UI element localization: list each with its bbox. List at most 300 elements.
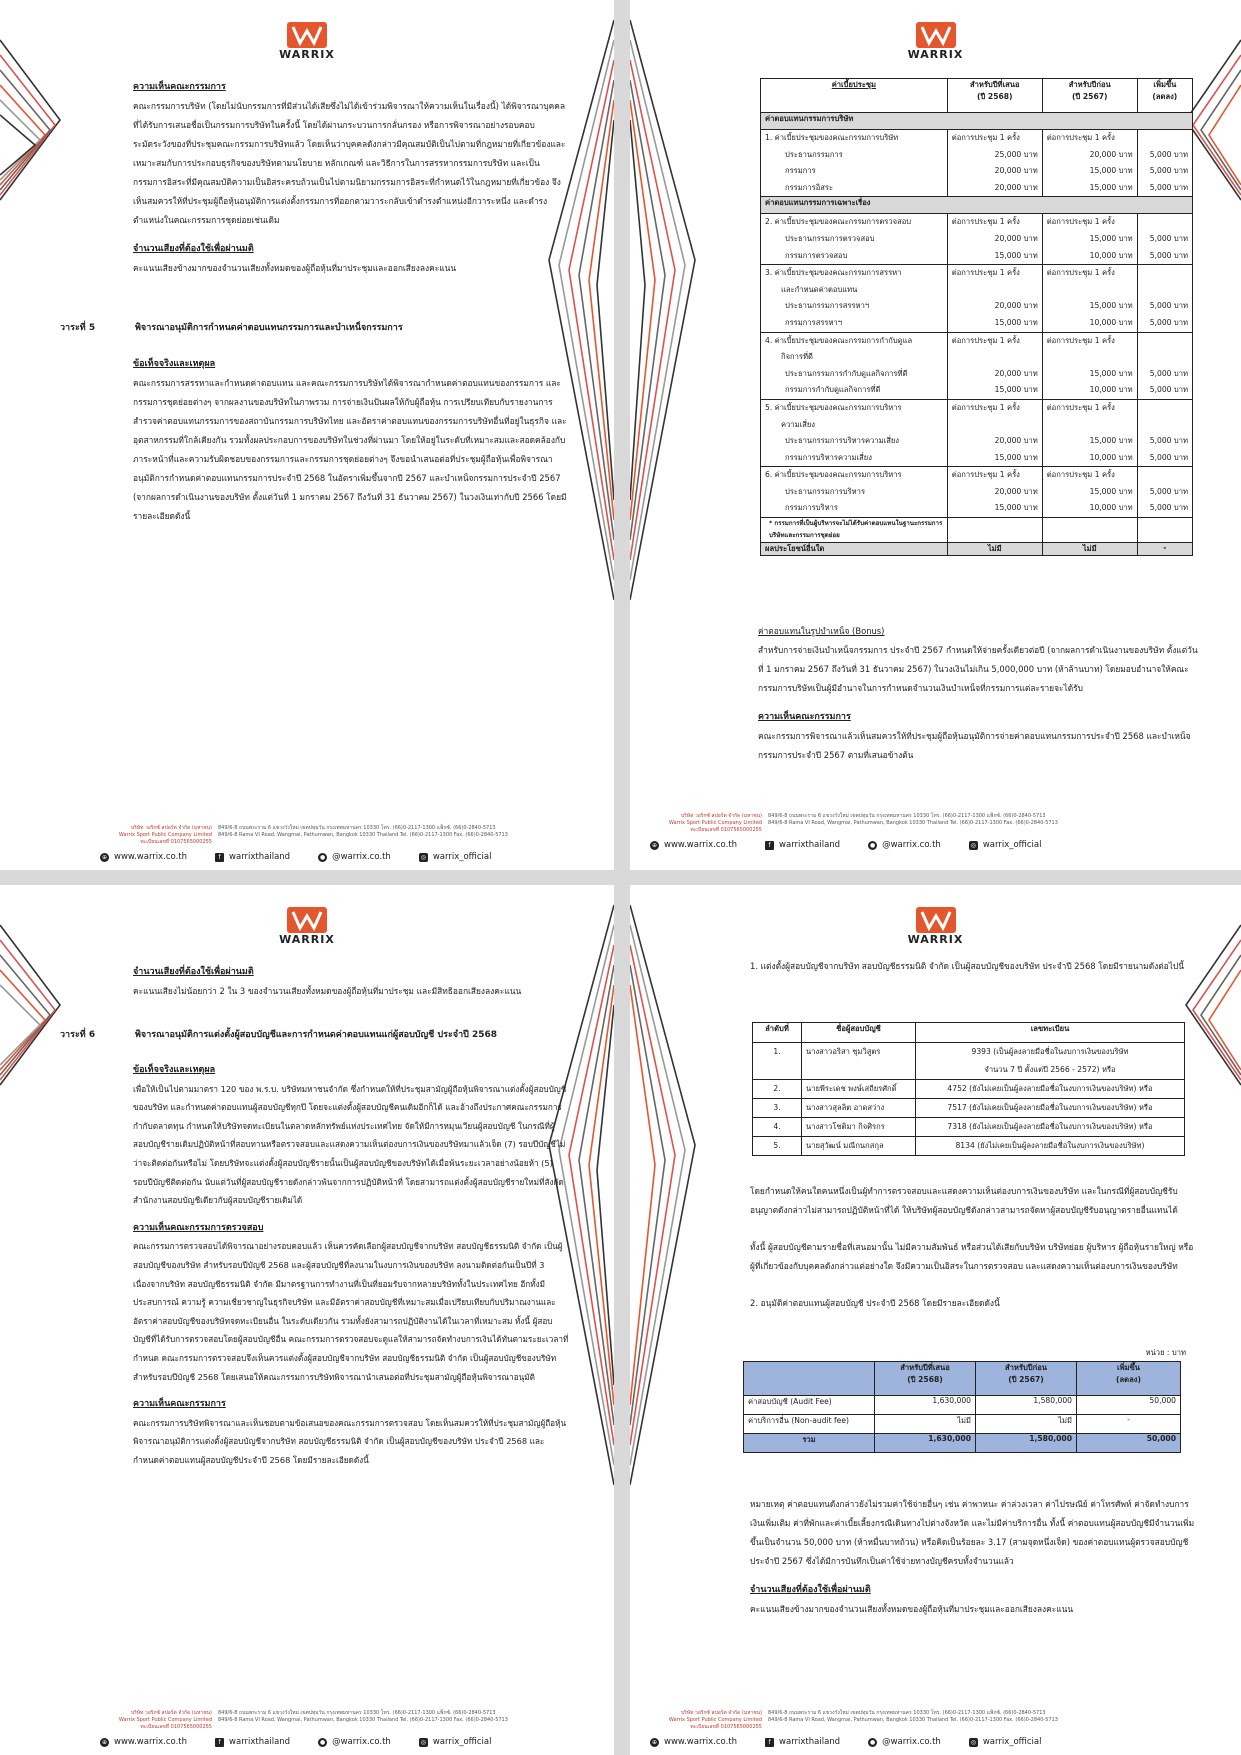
fee-proposed: 1,630,000 (875, 1396, 976, 1415)
table-cell: ต่อการประชุม 1 ครั้ง (1042, 265, 1137, 299)
company-name-en: Warrix Sport Public Company Limited (118, 1717, 212, 1723)
registration-line: 9393 (เป็นผู้ลงลายมือชื่อในงบการเงินของบริษัท (971, 1047, 1129, 1056)
company-name-en: Warrix Sport Public Company Limited (668, 1717, 762, 1723)
table-cell: 5,000 บาท (1137, 231, 1192, 248)
col-proposed-year (875, 1362, 976, 1396)
warrix-logo (896, 22, 976, 61)
instagram-link[interactable] (419, 1737, 492, 1747)
website-link[interactable] (650, 840, 737, 850)
table-cell: 5,000 บาท (1137, 315, 1192, 332)
table-cell: 20,000 บาท (947, 180, 1042, 197)
table-cell: ต่อการประชุม 1 ครั้ง (947, 467, 1042, 484)
table-cell: 5,000 บาท (1137, 450, 1192, 467)
facebook-text: warrixthailand (779, 1737, 841, 1747)
instagram-text: warrix_official (982, 840, 1042, 850)
brand-name: WARRIX (279, 933, 335, 946)
table-cell: 5,000 บาท (1137, 248, 1192, 265)
table-cell: 20,000 บาท (947, 298, 1042, 315)
row-label-cont: กิจการที่ดี (781, 352, 813, 362)
fee-proposed: ไม่มี (875, 1415, 976, 1434)
table-cell: 5,000 บาท (1137, 500, 1192, 517)
table-cell: 20,000 บาท (947, 163, 1042, 180)
col-order: ลำดับที่ (753, 1023, 802, 1043)
warrix-logo (267, 22, 347, 61)
address-th: 849/6-8 ถนนพระราม 6 แขวงวังใหม่ เขตปทุมวัน กรุงเทพมหานคร 10330 โทร. (66)0-2117-1300 แฟ็กซ์. (66)0-2840-5713 (768, 1710, 1046, 1716)
instagram-icon: ◎ (970, 841, 976, 849)
paragraph-votes-required: คะแนนเสียงข้างมากของจำนวนเสียงทั้งหมดของผู้ถือหุ้นที่มาประชุมและออกเสียงลงคะแนน (750, 1604, 1074, 1614)
col-change-sub-label: (ลดลง) (1152, 92, 1178, 101)
table-cell (761, 433, 948, 450)
table-cell: 20,000 บาท (947, 484, 1042, 501)
line-link[interactable] (318, 1737, 391, 1747)
heading-audit-committee-opinion: ความเห็นคณะกรรมการตรวจสอบ (133, 1222, 264, 1233)
col-previous-label: สำหรับปีก่อน (1005, 1363, 1047, 1372)
address-th: 849/6-8 ถนนพระราม 6 แขวงวังใหม่ เขตปทุมวัน กรุงเทพมหานคร 10330 โทร. (66)0-2117-1300 แฟ็กซ์. (66)0-2840-5713 (218, 825, 496, 831)
table-cell (761, 214, 948, 231)
website-link[interactable] (100, 1737, 187, 1747)
table-cell (761, 147, 948, 164)
table-row (761, 315, 1193, 332)
table-cell (1137, 265, 1192, 299)
auditor-table (752, 1022, 1185, 1156)
brand-name: WARRIX (907, 48, 964, 61)
row-label: 4. ค่าเบี้ยประชุมของคณะกรรมการกำกับดูแล (765, 335, 913, 345)
paragraph-auditor-substitute: โดยกำหนดให้คนใดคนหนึ่งเป็นผู้ทำการตรวจสอบและแสดงความเห็นต่องบการเงินของบริษัท และในกรณีที่ผู้สอบบัญชีรับอนุญาตดังกล่าวไม่สามารถปฏิบัติหน้าที่ได้ ให้บริษัทผู้สอบบัญชีดังกล่าวสามารถจัดหาผู้สอบบัญชีรับอนุญาตรายอื่นแทนได้ (750, 1186, 1178, 1215)
heading-bonus: ค่าตอบแทนในรูปบำเหน็จ (Bonus) (758, 626, 885, 636)
table-cell (761, 248, 948, 265)
fee-item: ค่าสอบบัญชี (Audit Fee) (744, 1396, 875, 1415)
instagram-link[interactable] (969, 840, 1042, 850)
paragraph-audit-committee-opinion: คณะกรรมการตรวจสอบได้พิจารณาอย่างรอบคอบแล้ว เห็นควรคัดเลือกผู้สอบบัญชีจากบริษัท สอบบัญชีธรรมนิติ จำกัด เป็นผู้สอบบัญชีของบริษัท สำหรับรอบปีบัญชี 2568 และผู้สอบบัญชีที่ลงนามในงบการเงินของบริษัท ลงนามติดต่อกันเป็นปีที่ 3 เนื่องจากบริษัท สอบบัญชีธรรมนิติ จำกัด มีมาตรฐานการทำงานที่เป็นที่ยอมรับจากหลายบริษัททั้งในประเทศไทย อีกทั้งมีประสบการณ์ ความรู้ ความเชี่ยวชาญในธุรกิจบริษัท และมีอัตราค่าสอบบัญชีที่เหมาะสมเมื่อเปรียบเทียบกับปริมาณงานและอัตราค่าสอบบัญชีของบริษัทจดทะเบียนอื่น ในระดับเดียวกัน รวมทั้งยังสามารถปฏิบัติงานได้ในเวลาที่เหมาะสม ทั้งนี้ ผู้สอบบัญชีที่ได้รับการตรวจสอบโดยผู้สอบบัญชีอื่น คณะกรรมการตรวจสอบจะดูแลให้สามารถจัดทำงบการเงินได้ทันตามระยะเวลาที่กำหนด คณะกรรมการตรวจสอบจึงเห็นควรแต่งตั้งผู้สอบบัญชีจากบริษัท สอบบัญชีธรรมนิติ จำกัด เป็นผู้สอบบัญชีของบริษัท สำหรับรอบปีบัญชี 2568 โดยเสนอให้คณะกรรมการบริษัทพิจารณานำเสนอต่อที่ประชุมสามัญผู้ถือหุ้นพิจารณาอนุมัติ (133, 1241, 569, 1382)
website-link[interactable] (650, 1737, 737, 1747)
agenda-title: พิจารณาอนุมัติการกำหนดค่าตอบแทนกรรมการและบำเหน็จกรรมการ (135, 323, 403, 333)
col-proposed-label: สำหรับปีที่เสนอ (969, 80, 1020, 89)
line-icon: ● (319, 853, 326, 861)
table-row (761, 484, 1193, 501)
table-cell (761, 382, 948, 399)
table-row (761, 163, 1193, 180)
brand-name: WARRIX (279, 48, 335, 61)
table-section-row (761, 197, 1193, 214)
row-label: ประธานกรรมการกำกับดูแลกิจการที่ดี (785, 368, 908, 378)
heading-votes-required: จำนวนเสียงที่ต้องใช้เพื่อผ่านมติ (750, 1585, 871, 1595)
line-text: @warrix.co.th (332, 852, 391, 862)
table-row (744, 1415, 1181, 1434)
table-row (761, 332, 1193, 366)
table-cell: ค่าตอบแทนกรรมการบริษัท (761, 113, 1193, 130)
table-cell (1042, 518, 1137, 543)
table-cell: 15,000 บาท (947, 315, 1042, 332)
tax-id: ทะเบียนเลขที่ 0107565000255 (140, 839, 212, 845)
table-cell: 5,000 บาท (1137, 382, 1192, 399)
table-row (761, 382, 1193, 399)
row-label-cont: และกำหนดค่าตอบแทน (781, 284, 858, 294)
line-text: @warrix.co.th (882, 1737, 941, 1747)
facebook-link[interactable] (765, 840, 840, 850)
row-label: กรรมการบริหาร (785, 503, 838, 513)
document-page-2 (630, 0, 1241, 870)
table-row (753, 1137, 1185, 1156)
warrix-logo (896, 907, 976, 946)
auditor-registration (916, 1080, 1185, 1099)
table-cell: ต่อการประชุม 1 ครั้ง (947, 399, 1042, 433)
col-proposed-year-label: (ปี 2568) (907, 1375, 943, 1384)
facebook-icon: f (215, 1738, 224, 1747)
table-cell: 10,000 บาท (1042, 248, 1137, 265)
agenda-number: วาระที่ 5 (60, 323, 96, 333)
table-cell: 20,000 บาท (1042, 147, 1137, 164)
table-cell (1137, 214, 1192, 231)
website-link[interactable] (100, 852, 187, 862)
director-remuneration-table (760, 78, 1193, 556)
table-cell: 15,000 บาท (1042, 433, 1137, 450)
instagram-text: warrix_official (982, 1737, 1042, 1747)
table-row (761, 231, 1193, 248)
tax-id: ทะเบียนเลขที่ 0107565000255 (140, 1724, 212, 1730)
row-label: กรรมการสรรหาฯ (785, 317, 843, 327)
instagram-link[interactable] (969, 1737, 1042, 1747)
auditor-registration (916, 1118, 1185, 1137)
table-cell: 5,000 บาท (1137, 180, 1192, 197)
company-name-th: บริษัท วอริกซ์ สปอร์ต จำกัด (มหาชน) (130, 1710, 212, 1716)
table-cell: ต่อการประชุม 1 ครั้ง (1042, 332, 1137, 366)
table-cell: 15,000 บาท (947, 500, 1042, 517)
row-label: 6. ค่าเบี้ยประชุมของคณะกรรมการบริหาร (765, 470, 902, 480)
table-cell (1137, 332, 1192, 366)
company-name-en: Warrix Sport Public Company Limited (118, 832, 212, 838)
table-cell: 20,000 บาท (947, 433, 1042, 450)
facebook-link[interactable] (215, 1737, 290, 1747)
table-row (761, 298, 1193, 315)
col-proposed-year-label: (ปี 2568) (976, 92, 1013, 101)
total-change: 50,000 (1077, 1434, 1181, 1453)
table-cell: ต่อการประชุม 1 ครั้ง (947, 265, 1042, 299)
col-meeting-fee: ค่าเบี้ยประชุม (761, 79, 948, 113)
col-registration: เลขทะเบียน (916, 1023, 1185, 1043)
table-cell (761, 130, 948, 147)
decorative-stripes-left (0, 885, 75, 1225)
table-cell (761, 163, 948, 180)
paragraph-board-opinion: คณะกรรมการบริษัทพิจารณาและเห็นชอบตามข้อเสนอของคณะกรรมการตรวจสอบ โดยเห็นสมควรให้ที่ประชุมสามัญผู้ถือหุ้นพิจารณาอนุมัติการแต่งตั้งผู้สอบบัญชีจากบริษัท สอบบัญชีธรรมนิติ จำกัด เป็นผู้สอบบัญชีของบริษัท ประจำปี 2568 และกำหนดค่าตอบแทนผู้สอบบัญชีประจำปี 2568 โดยมีรายละเอียดดังนี้ (133, 1417, 567, 1465)
table-cell: 10,000 บาท (1042, 315, 1137, 332)
table-cell: ต่อการประชุม 1 ครั้ง (947, 130, 1042, 147)
col-change-label: เพิ่มขึ้น (1153, 80, 1177, 89)
row-label: ประธานกรรมการ (785, 149, 843, 159)
col-change (1077, 1362, 1181, 1396)
paragraph-votes-required: คะแนนเสียงไม่น้อยกว่า 2 ใน 3 ของจำนวนเสียงทั้งหมดของผู้ถือหุ้นที่มาประชุม และมีสิทธิออกเสียงลงคะแนน (133, 986, 522, 996)
table-cell: 5,000 บาท (1137, 484, 1192, 501)
table-cell (761, 399, 948, 433)
table-cell (947, 518, 1042, 543)
row-label-cont: ความเสี่ยง (781, 419, 816, 429)
globe-icon: ⊕ (101, 1738, 108, 1746)
table-cell (761, 298, 948, 315)
auditor-order: 3. (753, 1099, 802, 1118)
instagram-icon: ◎ (970, 1738, 976, 1746)
heading-board-opinion: ความเห็นคณะกรรมการ (758, 712, 851, 722)
heading-facts: ข้อเท็จจริงและเหตุผล (133, 1065, 216, 1075)
table-cell (761, 180, 948, 197)
table-row (761, 130, 1193, 147)
col-change-label: เพิ่มขึ้น (1117, 1363, 1140, 1372)
auditor-name: นางสาวโชติมา กิจศิรกร (802, 1118, 916, 1137)
tax-id: ทะเบียนเลขที่ 0107565000255 (690, 827, 762, 833)
table-cell: 25,000 บาท (947, 147, 1042, 164)
row-label: กรรมการอิสระ (785, 182, 834, 192)
decorative-stripes-left (630, 885, 705, 1755)
table-row (761, 265, 1193, 299)
registration-line-2: จำนวน 7 ปี ตั้งแต่ปี 2566 - 2572) หรือ (984, 1065, 1116, 1074)
row-label: 5. ค่าเบี้ยประชุมของคณะกรรมการบริหาร (765, 402, 902, 412)
paragraph-bonus: สำหรับการจ่ายเงินบำเหน็จกรรมการ ประจำปี 2567 กำหนดให้จ่ายครั้งเดียวต่อปี (จากผลการดำเนินงานของบริษัท ตั้งแต่วันที่ 1 มกราคม 2567 ถึงวันที่ 31 ธันวาคม 2567) ในวงเงินไม่เกิน 5,000,000 บาท (ห้าล้านบาท) โดยมอบอำนาจให้คณะกรรมการบริษัทเป็นผู้มีอำนาจในการกำหนดจำนวนเงินบำเหน็จที่กรรมการแต่ละรายจะได้รับ (758, 645, 1198, 693)
fee-change: 50,000 (1077, 1396, 1181, 1415)
table-cell (1137, 467, 1192, 484)
col-proposed-year (947, 79, 1042, 113)
table-cell: * กรรมการที่เป็นผู้บริหารจะไม่ได้รับค่าตอบแทนในฐานะกรรมการบริษัทและกรรมการชุดย่อย (761, 518, 948, 543)
table-cell: ต่อการประชุม 1 ครั้ง (1042, 467, 1137, 484)
table-cell: 15,000 บาท (947, 382, 1042, 399)
tax-id: ทะเบียนเลขที่ 0107565000255 (690, 1724, 762, 1730)
col-proposed-label: สำหรับปีที่เสนอ (900, 1363, 950, 1372)
table-cell: ผลประโยชน์อื่นใด (761, 543, 948, 556)
warrix-logo (267, 907, 347, 946)
page-footer (100, 1710, 574, 1747)
page-footer (650, 813, 1201, 850)
facebook-icon: f (215, 853, 224, 862)
facebook-text: warrixthailand (229, 1737, 291, 1747)
heading-votes-required: จำนวนเสียงที่ต้องใช้เพื่อผ่านมติ (133, 244, 254, 254)
table-row (761, 366, 1193, 383)
globe-icon: ⊕ (651, 1738, 658, 1746)
table-cell (761, 484, 948, 501)
table-cell (761, 265, 948, 299)
table-cell: 15,000 บาท (947, 450, 1042, 467)
table-cell (761, 332, 948, 366)
facebook-link[interactable] (215, 852, 290, 862)
table-cell: 5,000 บาท (1137, 433, 1192, 450)
instagram-link[interactable] (419, 852, 492, 862)
table-cell (1137, 130, 1192, 147)
auditor-order: 5. (753, 1137, 802, 1156)
heading-board-opinion: ความเห็นคณะกรรมการ (133, 1399, 226, 1410)
facebook-text: warrixthailand (229, 852, 291, 862)
table-row (761, 543, 1193, 556)
table-row (761, 214, 1193, 231)
company-name-th: บริษัท วอริกซ์ สปอร์ต จำกัด (มหาชน) (680, 1710, 762, 1716)
paragraph-board-opinion: คณะกรรมการพิจารณาแล้วเห็นสมควรให้ที่ประชุมผู้ถือหุ้นอนุมัติการจ่ายค่าตอบแทนกรรมการประจำปี 2568 และบำเหน็จกรรมการประจำปี 2567 ตามที่เสนอข้างต้น (758, 731, 1191, 760)
row-label: กรรมการ (785, 166, 816, 176)
page-footer (100, 825, 574, 862)
row-label: กรรมการกำกับดูแลกิจการที่ดี (785, 385, 881, 395)
row-label: 3. ค่าเบี้ยประชุมของคณะกรรมการสรรหา (765, 268, 902, 278)
table-row (761, 450, 1193, 467)
row-label: 2. ค่าเบี้ยประชุมของคณะกรรมการตรวจสอบ (765, 217, 912, 227)
company-name-en: Warrix Sport Public Company Limited (668, 820, 762, 826)
table-cell: 5,000 บาท (1137, 298, 1192, 315)
unit-label: หน่วย : บาท (1145, 1348, 1186, 1357)
row-label: กรรมการตรวจสอบ (785, 250, 848, 260)
table-cell: 15,000 บาท (1042, 163, 1137, 180)
row-label: ประธานกรรมการบริหาร (785, 486, 866, 496)
line-text: @warrix.co.th (882, 840, 941, 850)
company-name-th: บริษัท วอริกซ์ สปอร์ต จำกัด (มหาชน) (680, 813, 762, 819)
total-proposed: 1,630,000 (875, 1434, 976, 1453)
table-cell (761, 450, 948, 467)
paragraph-facts: คณะกรรมการสรรหาและกำหนดค่าตอบแทน และคณะกรรมการบริษัทได้พิจารณากำหนดค่าตอบแทนของกรรมการ และกรรมการชุดย่อยต่างๆ จากผลงานของบริษัทในภาพรวม การจ่ายเงินปันผลให้กับผู้ถือหุ้น การเปรียบเทียบกับรายงานการสำรวจค่าตอบแทนกรรมการของสถาบันกรรมการบริษัทไทย และอัตราค่าตอบแทนของกรรมการบริษัทอื่นที่อยู่ในธุรกิจ และอุตสาหกรรมที่ใกล้เคียงกัน รวมทั้งผลประกอบการของบริษัทในช่วงที่ผ่านมา โดยให้อยู่ในระดับที่เหมาะสมและสอดคล้องกับภาระหน้าที่และความรับผิดชอบของกรรมการและกรรมการชุดย่อยต่างๆ จึงขอนำเสนอต่อที่ประชุมผู้ถือหุ้นเพื่อพิจารณาอนุมัติการกำหนดค่าตอบแทนกรรมการประจำปี 2568 ในอัตราเพิ่มขึ้นจากปี 2567 และบำเหน็จกรรมการประจำปี 2567 (จากผลการดำเนินงานของบริษัท ตั้งแต่วันที่ 1 มกราคม 2567 ถึงวันที่ 31 ธันวาคม 2567) ในวงเงินเท่ากับปี 2566 โดยมีรายละเอียดดังนี้ (133, 378, 567, 521)
table-cell: ต่อการประชุม 1 ครั้ง (947, 332, 1042, 366)
globe-icon: ⊕ (101, 853, 108, 861)
auditor-name: นางสาวอริสา ชุมวิสูตร (802, 1043, 916, 1080)
row-label: กรรมการบริหารความเสี่ยง (785, 452, 872, 462)
registration-line: 4752 (ยังไม่เคยเป็นผู้ลงลายมือชื่อในงบการเงินของบริษัท) หรือ (947, 1084, 1153, 1093)
col-previous-year-label: (ปี 2567) (1071, 92, 1108, 101)
heading-facts: ข้อเท็จจริงและเหตุผล (133, 359, 216, 369)
facebook-link[interactable] (765, 1737, 840, 1747)
table-cell (1137, 518, 1192, 543)
table-cell: ต่อการประชุม 1 ครั้ง (1042, 214, 1137, 231)
paragraph-fee-intro: 2. อนุมัติค่าตอบแทนผู้สอบบัญชี ประจำปี 2568 โดยมีรายละเอียดดังนี้ (750, 1298, 1000, 1308)
table-cell (1137, 399, 1192, 433)
registration-line: 7517 (ยังไม่เคยเป็นผู้ลงลายมือชื่อในงบการเงินของบริษัท) หรือ (947, 1103, 1153, 1112)
website-text: www.warrix.co.th (664, 1737, 738, 1747)
table-cell: 5,000 บาท (1137, 163, 1192, 180)
address-en: 849/6-8 Rama VI Road, Wangmai, Pathumwan, Bangkok 10330 Thailand Tel. (66)0-2117-1300 Fax. (66)0-2840-5713 (768, 1717, 1058, 1723)
document-page-3 (0, 885, 614, 1755)
instagram-text: warrix_official (432, 852, 492, 862)
table-cell: ไม่มี (947, 543, 1042, 556)
table-cell: 15,000 บาท (1042, 298, 1137, 315)
table-row (744, 1396, 1181, 1415)
audit-fee-table (743, 1361, 1181, 1453)
brand-name: WARRIX (907, 933, 964, 946)
agenda-6 (60, 1027, 569, 1041)
paragraph-votes-required: คะแนนเสียงข้างมากของจำนวนเสียงทั้งหมดของผู้ถือหุ้นที่มาประชุมและออกเสียงลงคะแนน (133, 263, 457, 273)
col-previous-label: สำหรับปีก่อน (1068, 80, 1111, 89)
table-cell: - (1137, 543, 1192, 556)
col-auditor-name: ชื่อผู้สอบบัญชี (802, 1023, 916, 1043)
globe-icon: ⊕ (651, 841, 658, 849)
row-label: ประธานกรรมการบริหารความเสี่ยง (785, 436, 900, 446)
paragraph-board-opinion: คณะกรรมการบริษัท (โดยไม่นับกรรมการที่มีส่วนได้เสียซึ่งไม่ได้เข้าร่วมพิจารณาให้ความเห็นในเรื่องนี้) ได้พิจารณาบุคคลที่ได้รับการเสนอชื่อเป็นกรรมการบริษัทในครั้งนี้ โดยได้ผ่านกระบวนการกลั่นกรอง หรือการพิจารณาอย่างรอบคอบ ระมัดระวังของที่ประชุมคณะกรรมการบริษัทแล้ว โดยเห็นว่าบุคคลดังกล่าวมีคุณสมบัติเป็นไปตามที่กฎหมายที่เกี่ยวข้องและเหมาะสมกับการประกอบธุรกิจของบริษัทตามนโยบาย หลักเกณฑ์ และวิธีการในการสรรหากรรมการบริษัท และเป็นกรรมการอิสระที่มีคุณสมบัติความเป็นอิสระครบถ้วนเป็นไปตามนิยามกรรมการอิสระที่กำหนดไว้ในกฎหมายที่เกี่ยวข้อง จึงเห็นสมควรให้ที่ประชุมผู้ถือหุ้นอนุมัติการแต่งตั้งกรรมการที่ออกตามวาระกลับเข้าดำรงตำแหน่งอีกวาระหนึ่ง และดำรงตำแหน่งในคณะกรรมการชุดย่อยเช่นเดิม (133, 101, 566, 225)
auditor-order: 1. (753, 1043, 802, 1080)
total-label: รวม (744, 1434, 875, 1453)
line-icon: ● (869, 841, 876, 849)
auditor-registration (916, 1099, 1185, 1118)
page-footer (650, 1710, 1201, 1747)
table-cell: ไม่มี (1042, 543, 1137, 556)
table-cell: 5,000 บาท (1137, 147, 1192, 164)
table-section-row (761, 113, 1193, 130)
table-cell (761, 231, 948, 248)
table-row (761, 500, 1193, 517)
line-icon: ● (869, 1738, 876, 1746)
table-row (761, 248, 1193, 265)
table-row (761, 180, 1193, 197)
fee-previous: ไม่มี (976, 1415, 1077, 1434)
document-page-4 (630, 885, 1241, 1755)
line-link[interactable] (868, 840, 941, 850)
col-item (744, 1362, 875, 1396)
col-previous-year-label: (ปี 2567) (1008, 1375, 1044, 1384)
line-text: @warrix.co.th (332, 1737, 391, 1747)
instagram-icon: ◎ (420, 1738, 426, 1746)
table-cell: ต่อการประชุม 1 ครั้ง (1042, 399, 1137, 433)
fee-previous: 1,580,000 (976, 1396, 1077, 1415)
document-page-1 (0, 0, 614, 870)
total-previous: 1,580,000 (976, 1434, 1077, 1453)
line-link[interactable] (318, 852, 391, 862)
address-en: 849/6-8 Rama VI Road, Wangmai, Pathumwan, Bangkok 10330 Thailand Tel. (66)0-2117-1300 Fax. (66)0-2840-5713 (768, 820, 1058, 826)
table-cell: ค่าตอบแทนกรรมการเฉพาะเรื่อง (761, 197, 1193, 214)
row-label: ประธานกรรมการสรรหาฯ (785, 301, 870, 311)
facebook-text: warrixthailand (779, 840, 841, 850)
total-row (744, 1434, 1181, 1453)
address-en: 849/6-8 Rama VI Road, Wangmai, Pathumwan, Bangkok 10330 Thailand Tel. (66)0-2117-1300 Fax. (66)0-2840-5713 (218, 1717, 508, 1723)
col-previous-year (1042, 79, 1137, 113)
table-row (761, 467, 1193, 484)
row-label: 1. ค่าเบี้ยประชุมของคณะกรรมการบริษัท (765, 133, 899, 142)
website-text: www.warrix.co.th (664, 840, 738, 850)
website-text: www.warrix.co.th (114, 852, 188, 862)
instagram-text: warrix_official (432, 1737, 492, 1747)
paragraph-auditor-appointment: 1. แต่งตั้งผู้สอบบัญชีจากบริษัท สอบบัญชีธรรมนิติ จำกัด เป็นผู้สอบบัญชีของบริษัท ประจำปี 2568 โดยมีรายนามดังต่อไปนี้ (750, 961, 1184, 971)
table-row (753, 1043, 1185, 1080)
registration-line: 8134 (ยังไม่เคยเป็นผู้ลงลายมือชื่อในงบการเงินของบริษัท) (955, 1141, 1145, 1150)
facebook-icon: f (765, 841, 774, 850)
line-icon: ● (319, 1738, 326, 1746)
heading-board-opinion: ความเห็นคณะกรรมการ (133, 82, 226, 92)
table-row (761, 399, 1193, 433)
table-cell (761, 315, 948, 332)
table-cell: ต่อการประชุม 1 ครั้ง (1042, 130, 1137, 147)
table-row (761, 147, 1193, 164)
table-row (761, 518, 1193, 543)
company-name-th: บริษัท วอริกซ์ สปอร์ต จำกัด (มหาชน) (130, 825, 212, 831)
col-change-sub-label: (ลดลง) (1116, 1375, 1141, 1384)
decorative-stripes-left (0, 0, 75, 340)
table-row (761, 433, 1193, 450)
table-cell: 15,000 บาท (1042, 180, 1137, 197)
heading-votes-required: จำนวนเสียงที่ต้องใช้เพื่อผ่านมติ (133, 967, 254, 977)
facebook-icon: f (765, 1738, 774, 1747)
auditor-order: 4. (753, 1118, 802, 1137)
table-row (753, 1080, 1185, 1099)
table-cell (761, 500, 948, 517)
auditor-registration (916, 1043, 1185, 1080)
auditor-order: 2. (753, 1080, 802, 1099)
table-cell: 20,000 บาท (947, 231, 1042, 248)
table-row (753, 1099, 1185, 1118)
paragraph-fee-note: หมายเหตุ ค่าตอบแทนดังกล่าวยังไม่รวมค่าใช้จ่ายอื่นๆ เช่น ค่าพาหนะ ค่าล่วงเวลา ค่าไปรษณีย์ ค่าโทรศัพท์ ค่าจัดทำงบการเงินเพิ่มเติม ค่าที่พักและค่าเบี้ยเลี้ยงกรณีเดินทางไปต่างจังหวัด และไม่มีค่าบริการอื่น ทั้งนี้ ค่าตอบแทนผู้สอบบัญชีมีจำนวนเพิ่มขึ้นเป็นจำนวน 50,000 บาท (ห้าหมื่นบาทถ้วน) หรือคิดเป็นร้อยละ 3.17 (สามจุดหนึ่งเจ็ด) ของค่าตอบแทนผู้ตรวจสอบบัญชีประจำปี 2567 ซึ่งได้มีการบันทึกเป็นค่าใช้จ่ายทางบัญชีครบทั้งจำนวนแล้ว (750, 1499, 1195, 1566)
col-previous-year (976, 1362, 1077, 1396)
address-th: 849/6-8 ถนนพระราม 6 แขวงวังใหม่ เขตปทุมวัน กรุงเทพมหานคร 10330 โทร. (66)0-2117-1300 แฟ็กซ์. (66)0-2840-5713 (218, 1710, 496, 1716)
line-link[interactable] (868, 1737, 941, 1747)
address-th: 849/6-8 ถนนพระราม 6 แขวงวังใหม่ เขตปทุมวัน กรุงเทพมหานคร 10330 โทร. (66)0-2117-1300 แฟ็กซ์. (66)0-2840-5713 (768, 813, 1046, 819)
agenda-title: พิจารณาอนุมัติการแต่งตั้งผู้สอบบัญชีและการกำหนดค่าตอบแทนแก่ผู้สอบบัญชี ประจำปี 2568 (135, 1030, 498, 1040)
table-cell: ต่อการประชุม 1 ครั้ง (947, 214, 1042, 231)
table-cell (761, 366, 948, 383)
row-label: ประธานกรรมการตรวจสอบ (785, 233, 875, 243)
auditor-name: นางสาวสุลลิต อาดสว่าง (802, 1099, 916, 1118)
table-row (753, 1118, 1185, 1137)
agenda-number: วาระที่ 6 (60, 1030, 96, 1040)
col-change (1137, 79, 1192, 113)
decorative-stripes-left (630, 0, 705, 870)
fee-change: - (1077, 1415, 1181, 1434)
decorative-stripes-right (1181, 885, 1241, 1225)
table-cell: 10,000 บาท (1042, 382, 1137, 399)
table-cell: 10,000 บาท (1042, 500, 1137, 517)
